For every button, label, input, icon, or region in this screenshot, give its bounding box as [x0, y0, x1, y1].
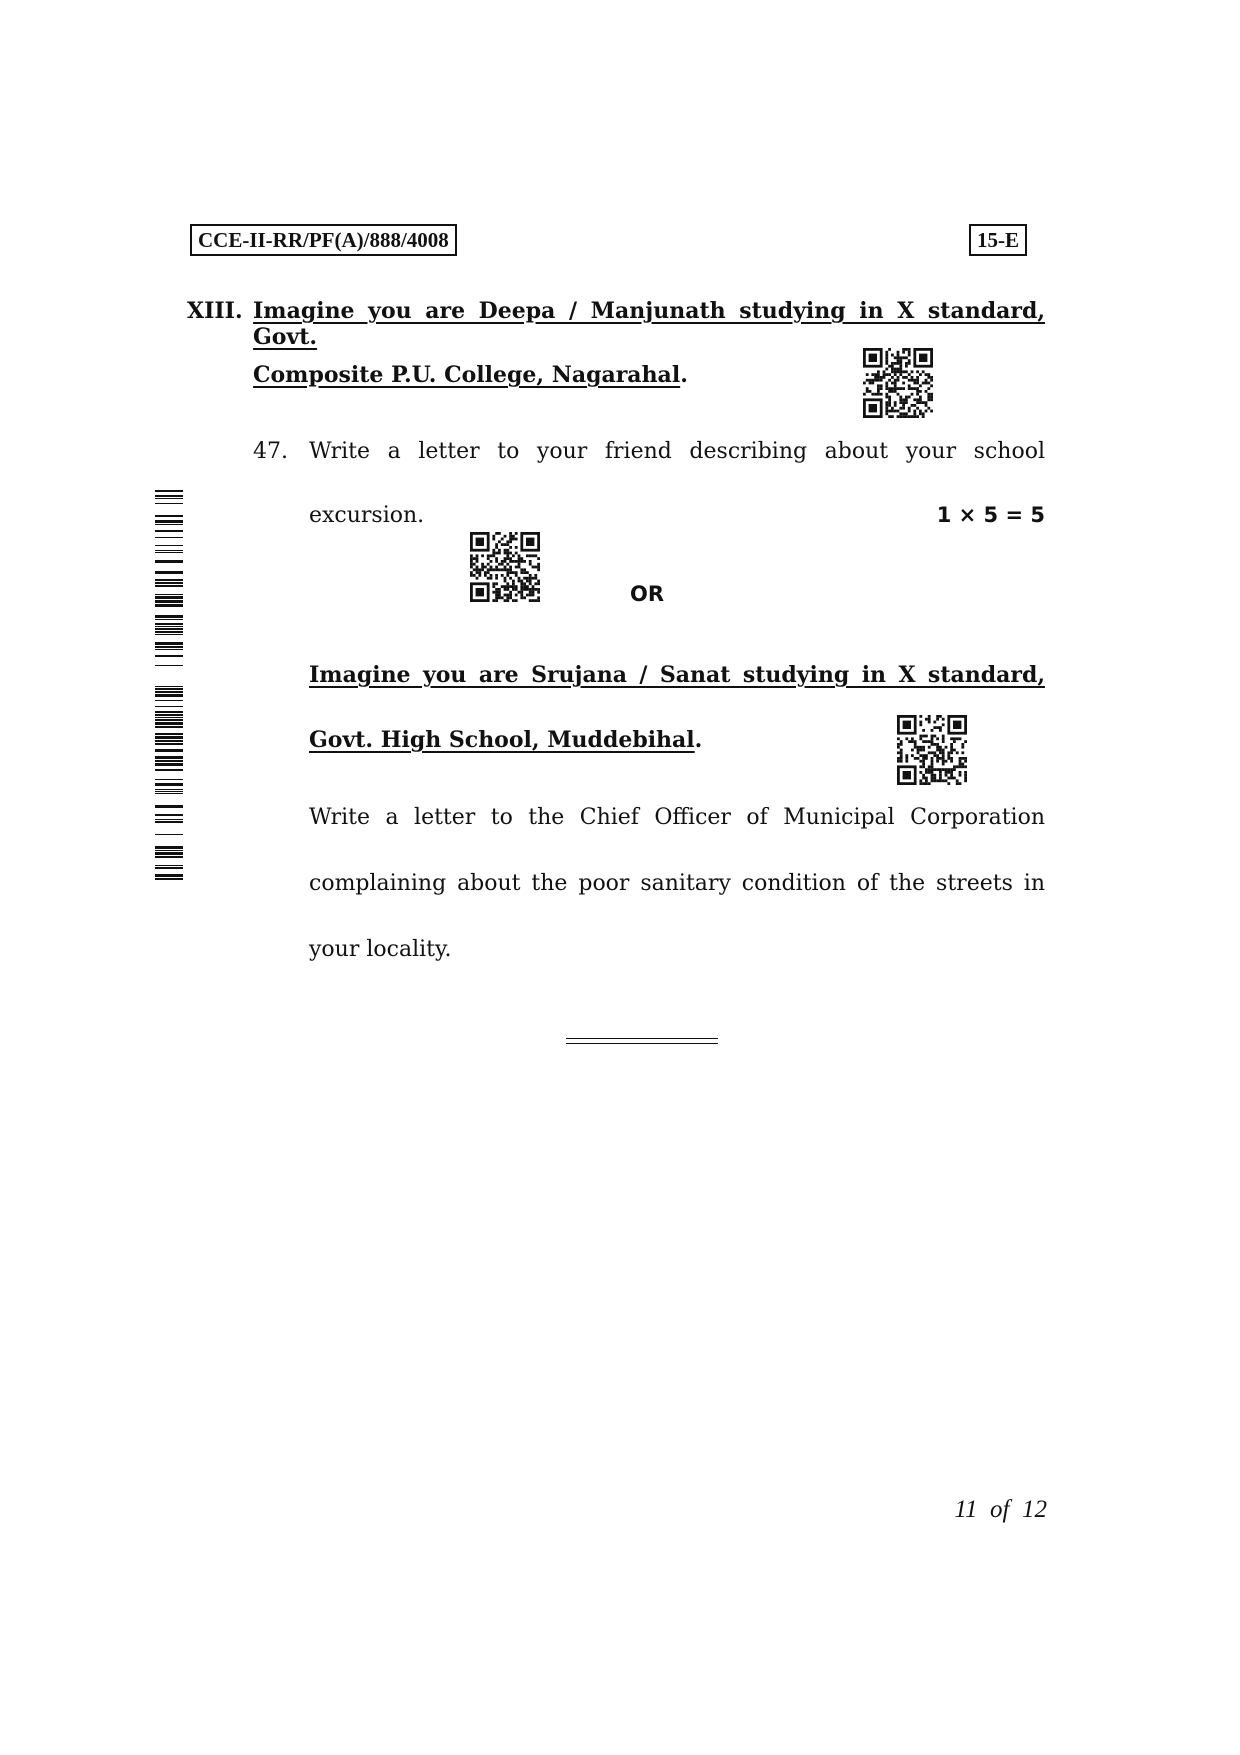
alt-line2: complaining about the poor sanitary condition of the streets in: [309, 871, 1045, 896]
end-rule-top: [566, 1038, 718, 1039]
alt-heading-line2: [309, 727, 702, 753]
question-line1: Write a letter to your friend describing about your school: [309, 439, 1045, 464]
barcode-icon: [155, 490, 183, 880]
paper-version: 15-E: [969, 224, 1027, 256]
alt-heading-period: .: [694, 727, 703, 753]
or-label: OR: [630, 582, 665, 606]
qr-code-icon: [470, 532, 540, 602]
qr-code-icon: [863, 348, 933, 418]
alt-line3: your locality.: [309, 937, 452, 962]
paper-code: CCE-II-RR/PF(A)/888/4008: [190, 224, 457, 256]
end-rule-bottom: [566, 1043, 718, 1044]
question-number: 47.: [253, 439, 288, 464]
section-heading-period: .: [680, 362, 688, 388]
page-number: 11 of 12: [954, 1496, 1047, 1523]
question-line2: excursion.: [309, 503, 425, 528]
section-heading-college: Composite P.U. College, Nagarahal: [253, 362, 681, 388]
alt-line1: Write a letter to the Chief Officer of Municipal Corporation: [309, 805, 1045, 830]
section-heading-line2: [253, 362, 688, 388]
section-heading-line1: Imagine you are Deepa / Manjunath studying in X standard, Govt.: [253, 298, 1045, 350]
marks: 1 × 5 = 5: [936, 503, 1045, 527]
section-number: XIII.: [187, 298, 243, 324]
qr-code-icon: [897, 715, 967, 785]
alt-heading-school: Govt. High School, Muddebihal: [309, 727, 695, 753]
alt-heading-line1: Imagine you are Srujana / Sanat studying in X standard,: [309, 662, 1045, 688]
